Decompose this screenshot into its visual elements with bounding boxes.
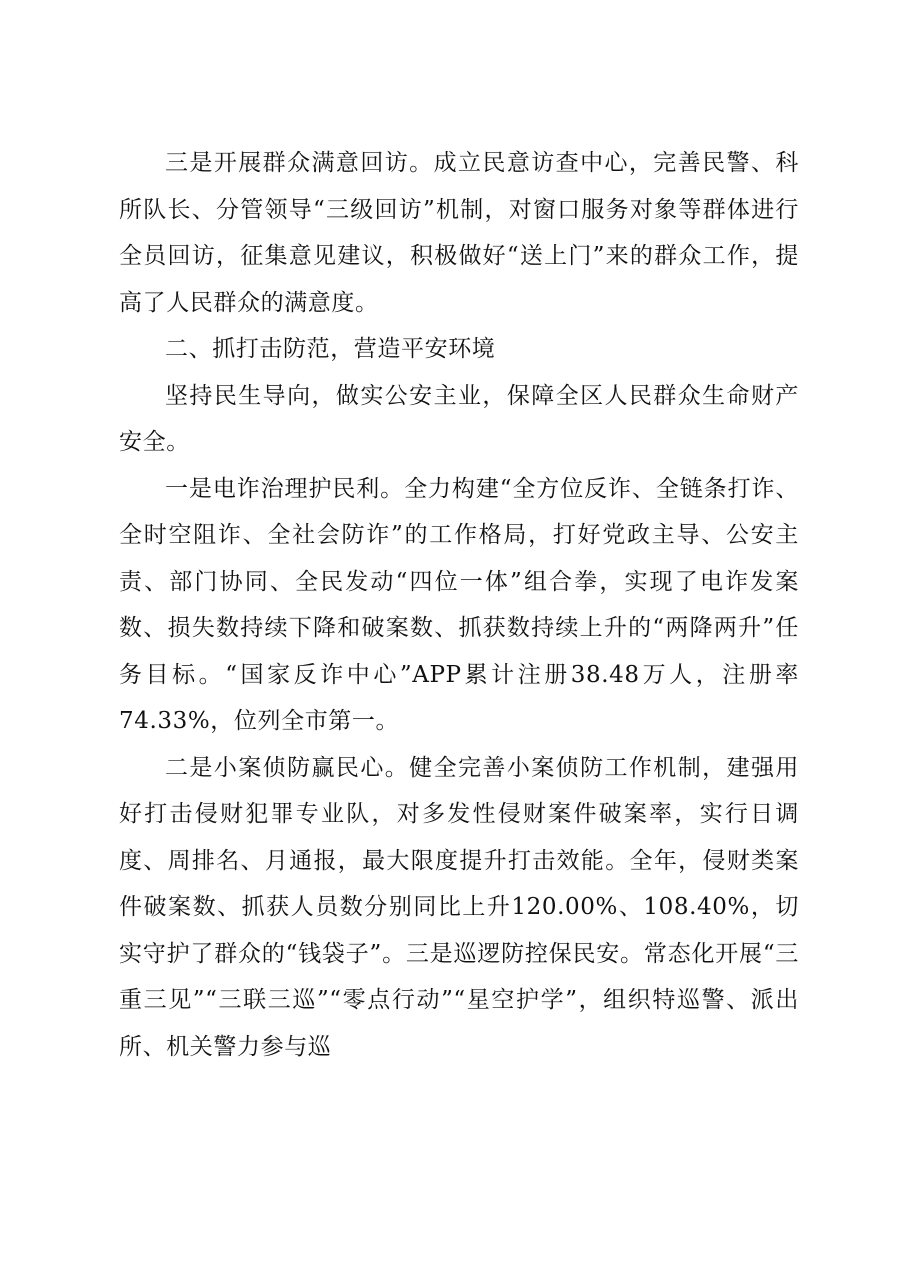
document-body — [119, 140, 799, 1070]
paragraph-satisfaction-visits: 三是开展群众满意回访。成立民意访查中心，完善民警、科所队长、分管领导“三级回访”机制，对窗口服务对象等群体进行全员回访，征集意见建议，积极做好“送上门”来的群众工作，提高了人民群众的满意度。 — [119, 150, 799, 316]
section-heading-strike-prevention: 二、抓打击防范，营造平安环境 — [165, 336, 496, 362]
paragraph-small-cases-patrol: 二是小案侦防赢民心。健全完善小案侦防工作机制，建强用好打击侵财犯罪专业队，对多发性侵财案件破案率，实行日调度、周排名、月通报，最大限度提升打击效能。全年，侵财类案件破案数、抓获人员数分别同比上升120.00%、108.40%，切实守护了群众的“钱袋子”。三是巡逻防控保民安。常态化开展“三重三见”“三联三巡”“零点行动”“星空护学”，组织特巡警、派出所、机关警力参与巡 — [119, 754, 799, 1060]
paragraph-livelihood-orientation: 坚持民生导向，做实公安主业，保障全区人民群众生命财产安全。 — [119, 382, 799, 455]
paragraph-telecom-fraud: 一是电诈治理护民利。全力构建“全方位反诈、全链条打诈、全时空阻诈、全社会防诈”的工作格局，打好党政主导、公安主责、部门协同、全民发动“四位一体”组合拳，实现了电诈发案数、损失数持续下降和破案数、抓获数持续上升的“两降两升”任务目标。“国家反诈中心”APP累计注册38.48万人，注册率74.33%，位列全市第一。 — [119, 475, 799, 734]
